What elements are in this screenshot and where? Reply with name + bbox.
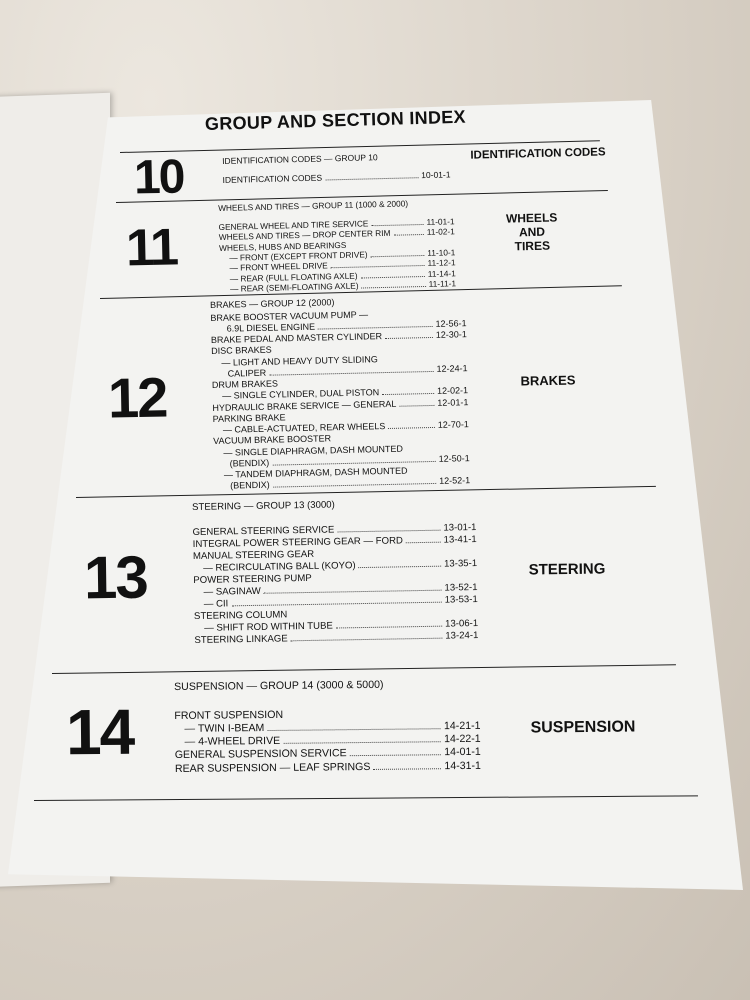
entry-code: 11-14-1 (427, 268, 456, 279)
entry-label: FRONT SUSPENSION (174, 708, 284, 722)
entry-label: GENERAL WHEEL AND TIRE SERVICE (218, 218, 369, 232)
entry-label: — LIGHT AND HEAVY DUTY SLIDING (221, 353, 378, 368)
entry-label: INTEGRAL POWER STEERING GEAR — FORD (192, 534, 404, 550)
group-heading: WHEELS AND TIRES — GROUP 11 (1000 & 2000) (218, 198, 409, 213)
entry-label: PARKING BRAKE (212, 412, 286, 424)
entry-label: GENERAL STEERING SERVICE (192, 524, 335, 538)
entry-label: — TANDEM DIAPHRAGM, DASH MOUNTED (223, 465, 408, 480)
group-number: 11 (125, 218, 178, 278)
entry-label: (BENDIX) (229, 457, 270, 469)
entry-label: — FRONT (EXCEPT FRONT DRIVE) (229, 249, 368, 263)
entry-label: (BENDIX) (230, 479, 270, 491)
entry-label: — CABLE-ACTUATED, REAR WHEELS (222, 421, 386, 435)
entry-code: 14-21-1 (443, 719, 481, 733)
group-number: 14 (65, 695, 134, 769)
group-number: 13 (83, 543, 148, 612)
entry-label: MANUAL STEERING GEAR (192, 548, 315, 562)
entry-code: 11-12-1 (427, 257, 456, 269)
page-title: GROUP AND SECTION INDEX (204, 106, 467, 134)
index-page (8, 100, 743, 890)
entry-code: 13-52-1 (444, 581, 478, 594)
entry-label: STEERING COLUMN (193, 608, 288, 622)
entry-code: 11-10-1 (427, 247, 456, 258)
group-side-label: STEERING (528, 560, 606, 579)
entry-code: 13-06-1 (444, 617, 479, 630)
entry-label: WHEELS, HUBS AND BEARINGS (218, 239, 347, 253)
entry-label: HYDRAULIC BRAKE SERVICE — GENERAL (212, 398, 397, 413)
entry-code: 12-02-1 (436, 385, 469, 397)
entry-label: STEERING LINKAGE (194, 632, 288, 646)
entry-label: IDENTIFICATION CODES (222, 172, 323, 185)
entry-label: — 4-WHEEL DRIVE (184, 734, 281, 748)
entry-label: — SINGLE CYLINDER, DUAL PISTON (222, 387, 380, 402)
entry-label: — RECIRCULATING BALL (KOYO) (203, 559, 356, 574)
entry-label: VACUUM BRAKE BOOSTER (213, 433, 332, 447)
entry-label: — REAR (FULL FLOATING AXLE) (229, 270, 358, 284)
group-side-label: SUSPENSION (530, 718, 636, 737)
entry-label: — SHIFT ROD WITHIN TUBE (204, 620, 333, 634)
entry-code: 12-24-1 (436, 362, 468, 374)
entry-label: GENERAL SUSPENSION SERVICE (174, 747, 347, 762)
entry-code: 14-31-1 (444, 759, 481, 772)
entry-label: — CII (203, 597, 229, 610)
group-number: 10 (133, 150, 184, 205)
entry-label: DRUM BRAKES (211, 378, 279, 390)
entry-code: 12-50-1 (438, 452, 470, 464)
entry-label: 6.9L DIESEL ENGINE (226, 321, 316, 334)
group-heading: STEERING — GROUP 13 (3000) (192, 499, 335, 513)
entry-label: — SAGINAW (203, 585, 261, 598)
entry-code: 12-70-1 (437, 419, 469, 430)
entry-label: REAR SUSPENSION — LEAF SPRINGS (174, 760, 371, 775)
entry-code: 12-01-1 (437, 396, 469, 408)
entry-code: 13-24-1 (445, 629, 479, 642)
entry-label: CALIPER (227, 367, 267, 379)
entry-label: BRAKE BOOSTER VACUUM PUMP — (210, 308, 369, 323)
entry-code: 11-01-1 (426, 216, 455, 227)
entry-code: 12-52-1 (439, 475, 471, 487)
entry-code: 12-56-1 (435, 317, 467, 329)
group-side-label: IDENTIFICATION CODES (470, 146, 606, 162)
entry-label: — REAR (SEMI-FLOATING AXLE) (229, 280, 359, 294)
group-side-label: WHEELS AND TIRES (505, 210, 558, 254)
entry-label: — TWIN I-BEAM (184, 721, 265, 735)
group-heading: SUSPENSION — GROUP 14 (3000 & 5000) (174, 678, 384, 693)
entry-code: 13-01-1 (443, 521, 477, 534)
entry-label: DISC BRAKES (211, 344, 272, 357)
entry-label: — SINGLE DIAPHRAGM, DASH MOUNTED (223, 443, 404, 458)
entry-label: — FRONT WHEEL DRIVE (229, 260, 328, 274)
entry-code: 11-02-1 (426, 226, 455, 238)
group-number: 12 (107, 365, 167, 430)
group-heading: IDENTIFICATION CODES — GROUP 10 (222, 152, 378, 166)
entry-code: 13-41-1 (443, 533, 477, 546)
group-heading: BRAKES — GROUP 12 (2000) (210, 297, 335, 310)
entry-code: 13-35-1 (443, 557, 478, 570)
group-side-label: BRAKES (520, 372, 576, 389)
entry-label: POWER STEERING PUMP (193, 572, 312, 586)
entry-code: 13-53-1 (444, 593, 478, 606)
entry-code: 11-11-1 (428, 278, 457, 290)
entry-code: 14-01-1 (444, 746, 481, 759)
entry-label: BRAKE PEDAL AND MASTER CYLINDER (210, 331, 383, 346)
entry-label: WHEELS AND TIRES — DROP CENTER RIM (218, 228, 391, 243)
entry-code: 14-22-1 (444, 732, 481, 746)
entry-code: 12-30-1 (435, 329, 467, 340)
entry-code: 10-01-1 (421, 169, 451, 181)
